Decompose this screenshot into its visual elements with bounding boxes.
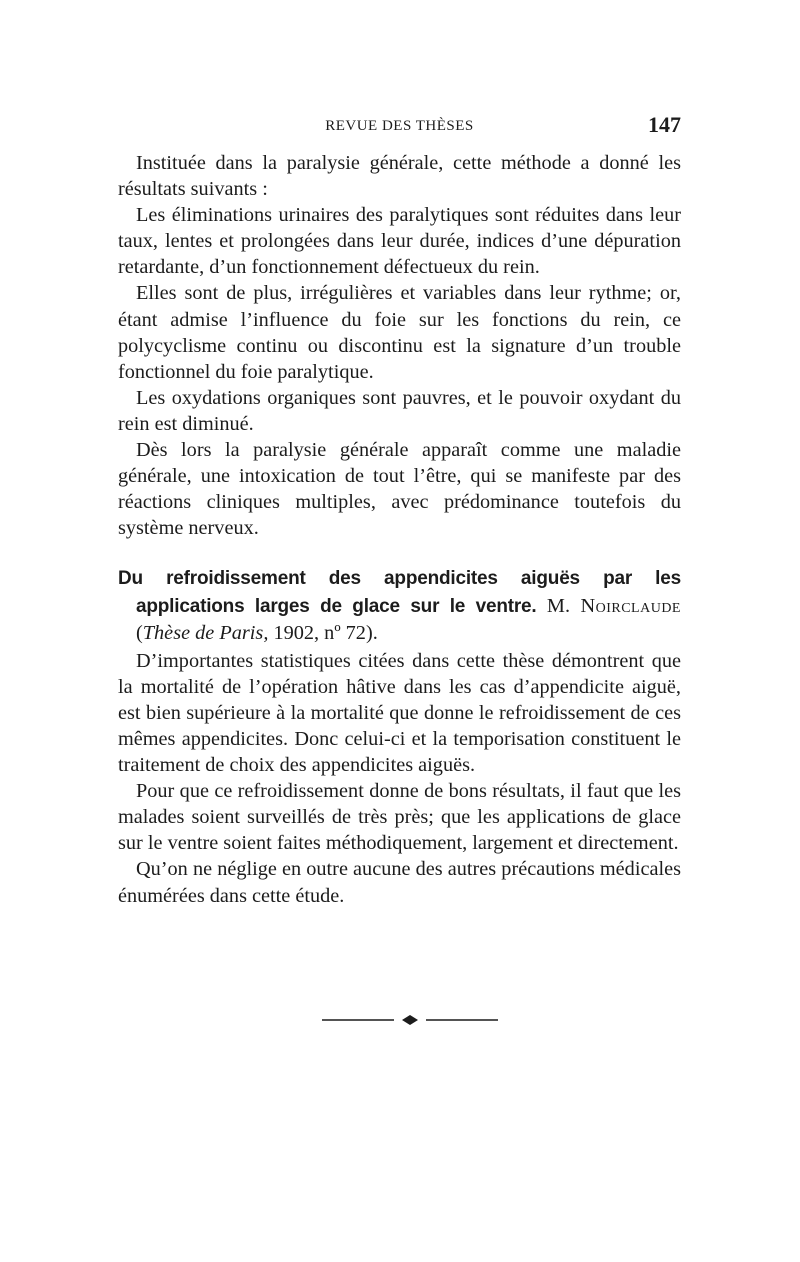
ornament-diamond	[402, 1015, 418, 1025]
paragraph: D’importantes statistiques citées dans cette thèse démontrent que la mortalité de l’opération hâtive dans les cas d’appendicite aiguë, est bien supérieure à la mortalité que donne le refroidissement de ces mêmes appendicites. Donc celui-ci et la temporisation constituent le traitement de choix des appendicites aiguës.	[118, 649, 681, 777]
paragraph: Les oxydations organiques sont pauvres, et le pouvoir oxydant du rein est diminué.	[118, 386, 681, 435]
running-title: REVUE DES THÈSES	[325, 118, 474, 134]
author-prefix: M.	[546, 594, 571, 617]
citation-open: (	[136, 621, 143, 644]
book-page	[118, 112, 681, 909]
paragraph: Qu’on ne néglige en outre aucune des autres précautions médicales énumérées dans cette étude.	[118, 858, 681, 907]
paragraph: Elles sont de plus, irrégulières et variables dans leur rythme; or, étant admise l’influence du foie sur les fonctions du rein, ce polycyclisme continu ou discontinu est la signature d’un trouble fonctionnel du foie paralytique.	[118, 282, 681, 383]
citation-details: 1902, nº 72).	[273, 621, 378, 644]
previous-review-text	[118, 150, 681, 541]
paragraph: Les éliminations urinaires des paralytiques sont réduites dans leur taux, lentes et prolongées dans leur durée, indices d’une dépuration retardante, d’un fonctionnement défectueux du rein.	[118, 204, 681, 279]
author-name: Noirclaude	[580, 594, 681, 617]
diamond-rule-ornament	[322, 1011, 498, 1029]
citation-source: Thèse de Paris,	[142, 621, 269, 644]
thesis-title: Du refroidissement des appendicites aiguës par les applications larges de glace sur le ventre.	[118, 568, 681, 617]
section-spacer	[118, 541, 681, 565]
running-header	[118, 112, 681, 142]
thesis-review-section	[118, 565, 681, 908]
paragraph: Instituée dans la paralysie générale, cette méthode a donné les résultats suivants :	[118, 152, 681, 201]
thesis-heading	[118, 565, 681, 645]
paragraph: Dès lors la paralysie générale apparaît comme une maladie générale, une intoxication de tout l’être, qui se manifeste par des réactions cliniques multiples, avec prédominance toutefois du système nerveux.	[118, 439, 681, 540]
page-number: 147	[648, 112, 681, 137]
paragraph: Pour que ce refroidissement donne de bons résultats, il faut que les malades soient surveillés de très près; que les applications de glace sur le ventre soient faites méthodiquement, largement et directement.	[118, 780, 681, 855]
